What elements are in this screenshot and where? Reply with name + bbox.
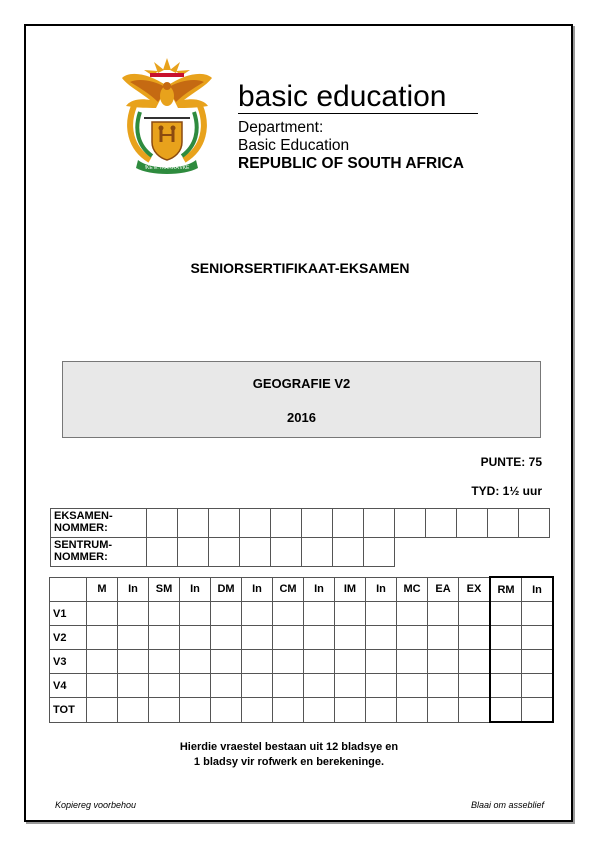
marks-cell[interactable] bbox=[180, 650, 211, 674]
dept-line-1: Department: bbox=[238, 119, 324, 136]
marks-cell[interactable] bbox=[335, 674, 366, 698]
marks-cell[interactable] bbox=[180, 674, 211, 698]
copyright-footer: Kopiereg voorbehou bbox=[55, 800, 137, 810]
marks-cell[interactable] bbox=[118, 650, 149, 674]
dept-line-3: REPUBLIC OF SOUTH AFRICA bbox=[238, 155, 464, 172]
exam-number-cell[interactable] bbox=[457, 509, 488, 538]
marks-cell[interactable] bbox=[273, 650, 304, 674]
brand-title bbox=[238, 80, 446, 114]
marks-column-header: In bbox=[242, 577, 273, 602]
exam-number-cell[interactable] bbox=[519, 509, 550, 538]
centre-number-cell[interactable] bbox=[178, 538, 209, 567]
exam-number-cell[interactable] bbox=[333, 509, 364, 538]
marks-cell[interactable] bbox=[242, 626, 273, 650]
marks-cell[interactable] bbox=[335, 602, 366, 626]
marks-cell[interactable] bbox=[304, 626, 335, 650]
marks-column-header: EX bbox=[459, 577, 491, 602]
marks-cell[interactable] bbox=[459, 602, 491, 626]
marks-cell[interactable] bbox=[149, 674, 180, 698]
marks-cell[interactable] bbox=[490, 674, 522, 698]
marks-column-header: In bbox=[304, 577, 335, 602]
marks-cell[interactable] bbox=[87, 674, 118, 698]
marks-cell[interactable] bbox=[522, 650, 554, 674]
marks-cell[interactable] bbox=[211, 626, 242, 650]
department-block bbox=[238, 119, 464, 173]
exam-number-cell[interactable] bbox=[364, 509, 395, 538]
marks-cell[interactable] bbox=[149, 626, 180, 650]
marks-cell[interactable] bbox=[397, 674, 428, 698]
marks-cell[interactable] bbox=[428, 650, 459, 674]
marks-cell[interactable] bbox=[273, 674, 304, 698]
centre-number-cell[interactable] bbox=[209, 538, 240, 567]
marks-cell[interactable] bbox=[366, 602, 397, 626]
marks-cell[interactable] bbox=[180, 698, 211, 723]
coat-of-arms-icon bbox=[120, 56, 214, 174]
marks-cell[interactable] bbox=[87, 602, 118, 626]
marks-cell[interactable] bbox=[304, 650, 335, 674]
marks-column-header: IM bbox=[335, 577, 366, 602]
centre-number-cell[interactable] bbox=[240, 538, 271, 567]
marks-cell[interactable] bbox=[149, 602, 180, 626]
marks-column-header: MC bbox=[397, 577, 428, 602]
marks-cell[interactable] bbox=[242, 602, 273, 626]
marks-row-label: V1 bbox=[50, 602, 87, 626]
total-marks: PUNTE: 75 bbox=[480, 455, 542, 469]
marks-cell[interactable] bbox=[118, 626, 149, 650]
marks-row-label: TOT bbox=[50, 698, 87, 723]
marks-cell[interactable] bbox=[397, 626, 428, 650]
marks-cell[interactable] bbox=[87, 650, 118, 674]
marks-cell[interactable] bbox=[242, 650, 273, 674]
candidate-id-table bbox=[50, 508, 550, 567]
marks-cell[interactable] bbox=[273, 626, 304, 650]
marks-cell[interactable] bbox=[335, 650, 366, 674]
subject-box bbox=[62, 361, 541, 438]
exam-title: SENIORSERTIFIKAAT-EKSAMEN bbox=[190, 260, 410, 276]
marks-cell[interactable] bbox=[366, 698, 397, 723]
marks-column-header: DM bbox=[211, 577, 242, 602]
marks-cell[interactable] bbox=[522, 626, 554, 650]
brand-title-text: basic education bbox=[238, 80, 447, 113]
marks-column-header: M bbox=[87, 577, 118, 602]
turn-page-footer: Blaai om asseblief bbox=[470, 800, 544, 810]
marks-cell[interactable] bbox=[490, 698, 522, 723]
empty-cell bbox=[519, 538, 550, 567]
marks-column-header: EA bbox=[428, 577, 459, 602]
page-count-note bbox=[0, 740, 578, 770]
centre-number-cell[interactable] bbox=[271, 538, 302, 567]
marks-cell[interactable] bbox=[211, 674, 242, 698]
empty-cell bbox=[457, 538, 488, 567]
marks-column-header: In bbox=[522, 577, 554, 602]
marks-column-header: In bbox=[366, 577, 397, 602]
marks-cell[interactable] bbox=[522, 698, 554, 723]
marks-cell[interactable] bbox=[118, 674, 149, 698]
exam-number-cell[interactable] bbox=[395, 509, 426, 538]
marks-cell[interactable] bbox=[522, 602, 554, 626]
note-line-1: Hierdie vraestel bestaan uit 12 bladsye en bbox=[179, 741, 399, 753]
marks-cell[interactable] bbox=[428, 674, 459, 698]
exam-number-cell[interactable] bbox=[302, 509, 333, 538]
marks-cell[interactable] bbox=[428, 626, 459, 650]
exam-number-cell[interactable] bbox=[488, 509, 519, 538]
marks-cell[interactable] bbox=[459, 626, 491, 650]
centre-number-cell[interactable] bbox=[147, 538, 178, 567]
marks-cell[interactable] bbox=[87, 626, 118, 650]
marks-cell[interactable] bbox=[335, 626, 366, 650]
marks-row-label: V4 bbox=[50, 674, 87, 698]
marks-row-label: V3 bbox=[50, 650, 87, 674]
brand-divider bbox=[238, 113, 478, 114]
empty-cell bbox=[395, 538, 426, 567]
marks-cell[interactable] bbox=[118, 698, 149, 723]
dept-line-2: Basic Education bbox=[238, 137, 350, 154]
marks-column-header: In bbox=[118, 577, 149, 602]
marks-cell[interactable] bbox=[273, 602, 304, 626]
exam-number-cell[interactable] bbox=[240, 509, 271, 538]
centre-number-label: SENTRUM- NOMMER: bbox=[51, 538, 147, 567]
marks-cell[interactable] bbox=[211, 650, 242, 674]
exam-time: TYD: 1½ uur bbox=[471, 484, 542, 498]
marks-column-header: CM bbox=[273, 577, 304, 602]
marks-cell[interactable] bbox=[273, 698, 304, 723]
centre-number-cell[interactable] bbox=[302, 538, 333, 567]
marks-cell[interactable] bbox=[180, 626, 211, 650]
crest-motto: !KE E: /XARRA //KE bbox=[144, 165, 190, 171]
marks-cell[interactable] bbox=[180, 602, 211, 626]
marks-cell[interactable] bbox=[335, 698, 366, 723]
marks-cell[interactable] bbox=[304, 674, 335, 698]
marks-cell[interactable] bbox=[397, 602, 428, 626]
marks-cell[interactable] bbox=[397, 650, 428, 674]
marks-cell[interactable] bbox=[522, 674, 554, 698]
marks-cell[interactable] bbox=[397, 698, 428, 723]
marks-cell[interactable] bbox=[490, 626, 522, 650]
marks-cell[interactable] bbox=[87, 698, 118, 723]
marks-cell[interactable] bbox=[211, 602, 242, 626]
marks-table bbox=[49, 576, 554, 723]
marks-cell[interactable] bbox=[304, 698, 335, 723]
centre-number-cell[interactable] bbox=[333, 538, 364, 567]
marks-cell[interactable] bbox=[459, 698, 491, 723]
marks-cell[interactable] bbox=[366, 674, 397, 698]
centre-number-cell[interactable] bbox=[364, 538, 395, 567]
marks-cell[interactable] bbox=[366, 626, 397, 650]
marks-cell[interactable] bbox=[149, 650, 180, 674]
exam-number-cell[interactable] bbox=[426, 509, 457, 538]
marks-column-header: SM bbox=[149, 577, 180, 602]
marks-table-corner bbox=[50, 577, 87, 602]
marks-cell[interactable] bbox=[118, 602, 149, 626]
exam-number-cell[interactable] bbox=[178, 509, 209, 538]
marks-cell[interactable] bbox=[490, 650, 522, 674]
exam-number-cell[interactable] bbox=[271, 509, 302, 538]
marks-cell[interactable] bbox=[211, 698, 242, 723]
exam-number-label: EKSAMEN- NOMMER: bbox=[51, 509, 147, 538]
marks-column-header: RM bbox=[490, 577, 522, 602]
subject-name: GEOGRAFIE V2 bbox=[252, 376, 351, 391]
marks-cell[interactable] bbox=[149, 698, 180, 723]
marks-cell[interactable] bbox=[459, 650, 491, 674]
marks-cell[interactable] bbox=[459, 674, 491, 698]
exam-number-cell[interactable] bbox=[209, 509, 240, 538]
subject-year: 2016 bbox=[287, 410, 316, 425]
empty-cell bbox=[426, 538, 457, 567]
exam-number-cell[interactable] bbox=[147, 509, 178, 538]
marks-cell[interactable] bbox=[490, 602, 522, 626]
marks-cell[interactable] bbox=[242, 674, 273, 698]
marks-cell[interactable] bbox=[428, 602, 459, 626]
empty-cell bbox=[488, 538, 519, 567]
marks-cell[interactable] bbox=[304, 602, 335, 626]
marks-cell[interactable] bbox=[366, 650, 397, 674]
marks-cell[interactable] bbox=[242, 698, 273, 723]
marks-column-header: In bbox=[180, 577, 211, 602]
marks-row-label: V2 bbox=[50, 626, 87, 650]
note-line-2: 1 bladsy vir rofwerk en berekeninge. bbox=[193, 756, 385, 768]
marks-cell[interactable] bbox=[428, 698, 459, 723]
